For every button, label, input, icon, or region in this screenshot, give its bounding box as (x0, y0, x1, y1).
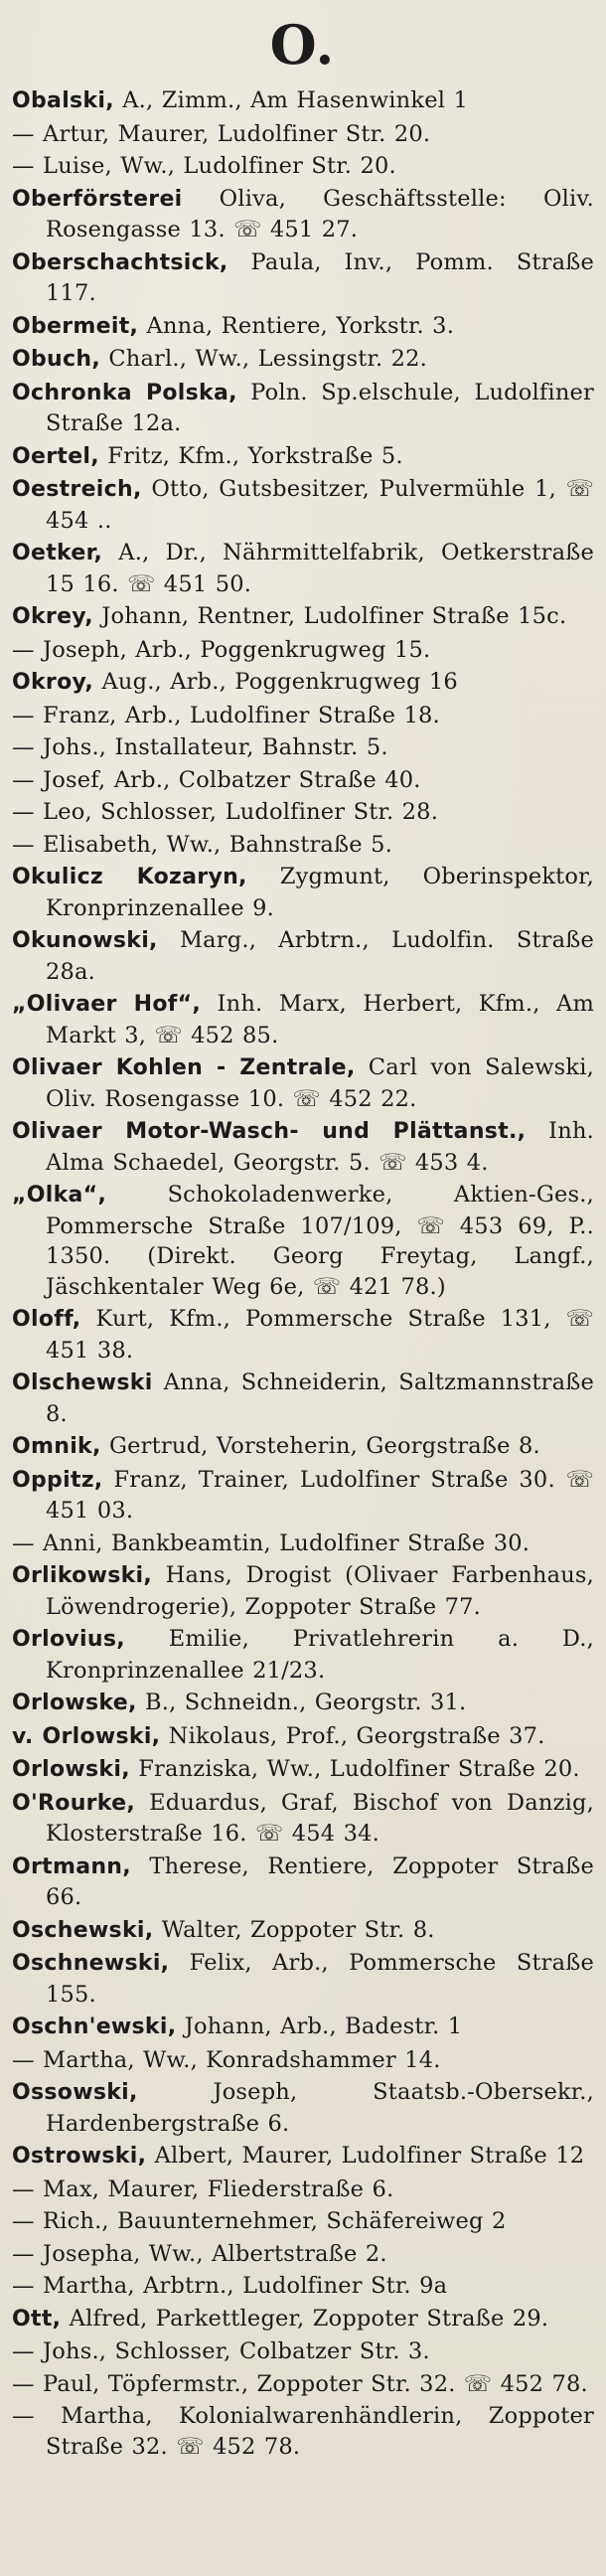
entry-details: Poln. Sp.elschule, Ludolfiner Straße 12a. (46, 379, 594, 436)
entry-name: Olivaer Motor-Wasch- und Plättanst., (12, 1119, 527, 1144)
section-letter: O. (269, 13, 337, 77)
entry-name: Ostrowski, (12, 2144, 147, 2169)
directory-entry (12, 2369, 594, 2400)
directory-entry (12, 119, 594, 150)
entry-details: Hans, Drogist (Olivaer Farbenhaus, Löwendrogerie), Zoppoter Straße 77. (46, 1562, 594, 1620)
section-letter-header (12, 4, 594, 85)
entry-name: Obuch, (12, 347, 100, 372)
entry-name: Oschn'ewski, (12, 2014, 177, 2039)
entry-name: Ott, (12, 2306, 62, 2332)
entry-details: Felix, Arb., Pommersche Straße 155. (46, 1950, 594, 2008)
entry-details: A., Zimm., Am Hasenwinkel 1 (113, 87, 468, 113)
entry-name: Oestreich, (12, 477, 142, 502)
entry-name: Obermeit, (12, 313, 139, 339)
entry-details: Fritz, Kfm., Yorkstraße 5. (98, 442, 403, 469)
entry-details: — Joseph, Arb., Poggenkrugweg 15. (12, 636, 431, 663)
entry-details: Aug., Arb., Poggenkrugweg 16 (93, 669, 458, 695)
entry-details: Paula, Inv., Pomm. Straße 117. (46, 248, 594, 306)
directory-entry (12, 378, 594, 439)
entry-details: — Martha, Ww., Konradshammer 14. (12, 2046, 441, 2073)
directory-entry (12, 2401, 594, 2462)
directory-entry (12, 474, 594, 536)
entry-details: Schokoladenwerke, Aktien-Ges., Pommersche Straße 107/109, ☏ 453 69, P.. 1350. (Direkt. Georg Freytag, Langf., Jäschkentaler Weg 6e, ☏ 421 78.) (46, 1182, 594, 1300)
entry-details: Nikolaus, Prof., Georgstraße 37. (160, 1722, 545, 1749)
entry-details: — Max, Maurer, Fliederstraße 6. (12, 2175, 394, 2202)
entry-details: Anna, Rentiere, Yorkstr. 3. (138, 312, 455, 339)
directory-entry (12, 1304, 594, 1366)
entry-name: Okrey, (12, 604, 93, 629)
entry-details: — Martha, Kolonialwarenhändlerin, Zoppoter Straße 32. ☏ 452 78. (12, 2403, 594, 2460)
entry-name: Orlovius, (12, 1627, 125, 1652)
directory-entry (12, 1116, 594, 1178)
directory-entry (12, 85, 594, 117)
entry-details: Walter, Zoppoter Str. 8. (153, 1916, 435, 1943)
directory-entry (12, 1529, 594, 1559)
entry-details: — Johs., Schlosser, Colbatzer Str. 3. (12, 2338, 430, 2364)
entry-details: Charl., Ww., Lessingstr. 22. (99, 346, 428, 372)
entry-details: — Leo, Schlosser, Ludolfiner Str. 28. (12, 799, 439, 825)
directory-entry (12, 2336, 594, 2367)
directory-entry (12, 2012, 594, 2043)
entry-details: Alfred, Parkettleger, Zoppoter Straße 29. (61, 2305, 549, 2332)
entry-name: Oberförsterei (12, 186, 183, 212)
directory-entry (12, 311, 594, 343)
entry-details: Oliva, Geschäftsstelle: Oliv. Rosengasse 13. ☏ 451 27. (46, 185, 594, 242)
directory-entry (12, 151, 594, 182)
entry-name: Oschewski, (12, 1917, 154, 1943)
directory-entry (12, 1560, 594, 1622)
entry-name: Okulicz Kozaryn, (12, 865, 247, 889)
entry-details: — Paul, Töpfermstr., Zoppoter Str. 32. ☏ 452 78. (12, 2370, 588, 2397)
directory-entry (12, 1788, 594, 1850)
entry-details: Inh. Alma Schaedel, Georgstr. 5. ☏ 453 4. (46, 1118, 594, 1176)
directory-entry (12, 344, 594, 376)
entry-details: Otto, Gutsbesitzer, Pulvermühle 1, ☏ 454 .. (46, 476, 594, 534)
entry-details: Franz, Trainer, Ludolfiner Straße 30. ☏ 451 03. (46, 1466, 594, 1524)
entry-name: Olschewski (12, 1370, 153, 1395)
directory-entry (12, 2206, 594, 2237)
directory-entry (12, 184, 594, 245)
entry-name: Oberschachtsick, (12, 249, 228, 275)
directory-entry (12, 1721, 594, 1753)
directory-entry (12, 1915, 594, 1947)
entry-name: Olivaer Kohlen - Zentrale, (12, 1055, 356, 1080)
entry-details: — Josef, Arb., Colbatzer Straße 40. (12, 766, 421, 793)
entry-details: Johann, Arb., Badestr. 1 (176, 2013, 463, 2039)
entry-name: „Olka“, (12, 1183, 107, 1208)
entry-name: Oloff, (12, 1307, 81, 1332)
directory-entry (12, 2239, 594, 2270)
entry-details: Zygmunt, Oberinspektor, Kronprinzenallee 9. (46, 864, 594, 921)
entry-name: Oetker, (12, 541, 103, 565)
entry-name: Ossowski, (12, 2080, 138, 2105)
entry-name: Ochronka Polska, (12, 380, 237, 405)
directory-entry (12, 247, 594, 309)
entry-details: Marg., Arbtrn., Ludolfin. Straße 28a. (46, 927, 594, 985)
entry-name: Oertel, (12, 443, 99, 469)
directory-entry (12, 925, 594, 987)
directory-entry (12, 1852, 594, 1913)
entry-details: Eduardus, Graf, Bischof von Danzig, Klosterstraße 16. ☏ 454 34. (46, 1789, 594, 1847)
directory-entry (12, 1465, 594, 1527)
directory-entry (12, 441, 594, 473)
directory-entry (12, 2174, 594, 2205)
entry-details: Albert, Maurer, Ludolfiner Straße 12 (146, 2143, 585, 2169)
directory-entry (12, 2077, 594, 2139)
entry-details: Joseph, Staatsb.-Obersekr., Hardenbergstraße 6. (46, 2079, 594, 2137)
entry-details: — Josepha, Ww., Albertstraße 2. (12, 2240, 387, 2267)
directory-entry (12, 1624, 594, 1686)
entry-details: Carl von Salewski, Oliv. Rosengasse 10. ☏ 452 22. (46, 1054, 594, 1112)
directory-entry (12, 1431, 594, 1463)
entry-details: Anna, Schneiderin, Saltzmannstraße 8. (46, 1369, 594, 1427)
entry-details: — Elisabeth, Ww., Bahnstraße 5. (12, 831, 393, 858)
directory-entry (12, 701, 594, 731)
directory-entry (12, 862, 594, 923)
entry-details: — Rich., Bauunternehmer, Schäfereiweg 2 (12, 2208, 507, 2234)
directory-entry (12, 1688, 594, 1719)
entry-name: Oschnewski, (12, 1951, 170, 1976)
directory-entry (12, 765, 594, 796)
directory-entry (12, 1368, 594, 1429)
entry-details: A., Dr., Nährmittelfabrik, Oetkerstraße 15 16. ☏ 451 50. (46, 540, 594, 597)
directory-entry (12, 830, 594, 861)
entry-name: Obalski, (12, 88, 114, 113)
entry-details: — Luise, Ww., Ludolfiner Str. 20. (12, 153, 396, 179)
entry-name: v. Orlowski, (12, 1723, 161, 1749)
entry-details: Emilie, Privatlehrerin a. D., Kronprinzenallee 21/23. (46, 1626, 594, 1684)
entry-name: Orlowske, (12, 1690, 137, 1715)
entry-details: — Johs., Installateur, Bahnstr. 5. (12, 734, 388, 760)
entry-details: B., Schneidn., Georgstr. 31. (136, 1690, 467, 1715)
directory-entry (12, 1180, 594, 1302)
directory-entries (12, 85, 594, 2462)
directory-entry (12, 2045, 594, 2076)
directory-entry (12, 601, 594, 633)
entry-name: Okunowski, (12, 928, 158, 953)
directory-entry (12, 667, 594, 699)
directory-entry (12, 732, 594, 763)
entry-details: — Martha, Arbtrn., Ludolfiner Str. 9a (12, 2273, 448, 2299)
directory-entry (12, 1052, 594, 1114)
entry-details: — Artur, Maurer, Ludolfiner Str. 20. (12, 120, 431, 147)
directory-entry (12, 2141, 594, 2173)
entry-details: Inh. Marx, Herbert, Kfm., Am Markt 3, ☏ 452 85. (46, 991, 594, 1048)
entry-details: Therese, Rentiere, Zoppoter Straße 66. (46, 1852, 594, 1910)
entry-details: Franziska, Ww., Ludolfiner Straße 20. (129, 1756, 580, 1782)
entry-details: Kurt, Kfm., Pommersche Straße 131, ☏ 451 38. (46, 1306, 594, 1364)
entry-details: Johann, Rentner, Ludolfiner Straße 15c. (92, 603, 567, 629)
directory-entry (12, 1948, 594, 2010)
directory-entry (12, 2271, 594, 2302)
entry-name: Orlikowski, (12, 1563, 153, 1588)
directory-entry (12, 797, 594, 828)
entry-details: — Anni, Bankbeamtin, Ludolfiner Straße 30. (12, 1530, 530, 1556)
entry-name: O'Rourke, (12, 1790, 136, 1816)
entry-name: Orlowski, (12, 1757, 130, 1782)
directory-entry (12, 538, 594, 599)
entry-details: Gertrud, Vorsteherin, Georgstraße 8. (100, 1433, 540, 1459)
entry-details: — Franz, Arb., Ludolfiner Straße 18. (12, 702, 440, 728)
entry-name: Ortmann, (12, 1853, 131, 1879)
directory-entry (12, 989, 594, 1050)
directory-entry (12, 2304, 594, 2335)
entry-name: „Olivaer Hof“, (12, 992, 202, 1017)
entry-name: Oppitz, (12, 1467, 103, 1493)
entry-name: Omnik, (12, 1434, 101, 1459)
directory-entry (12, 635, 594, 666)
entry-name: Okroy, (12, 670, 94, 695)
directory-entry (12, 1754, 594, 1786)
